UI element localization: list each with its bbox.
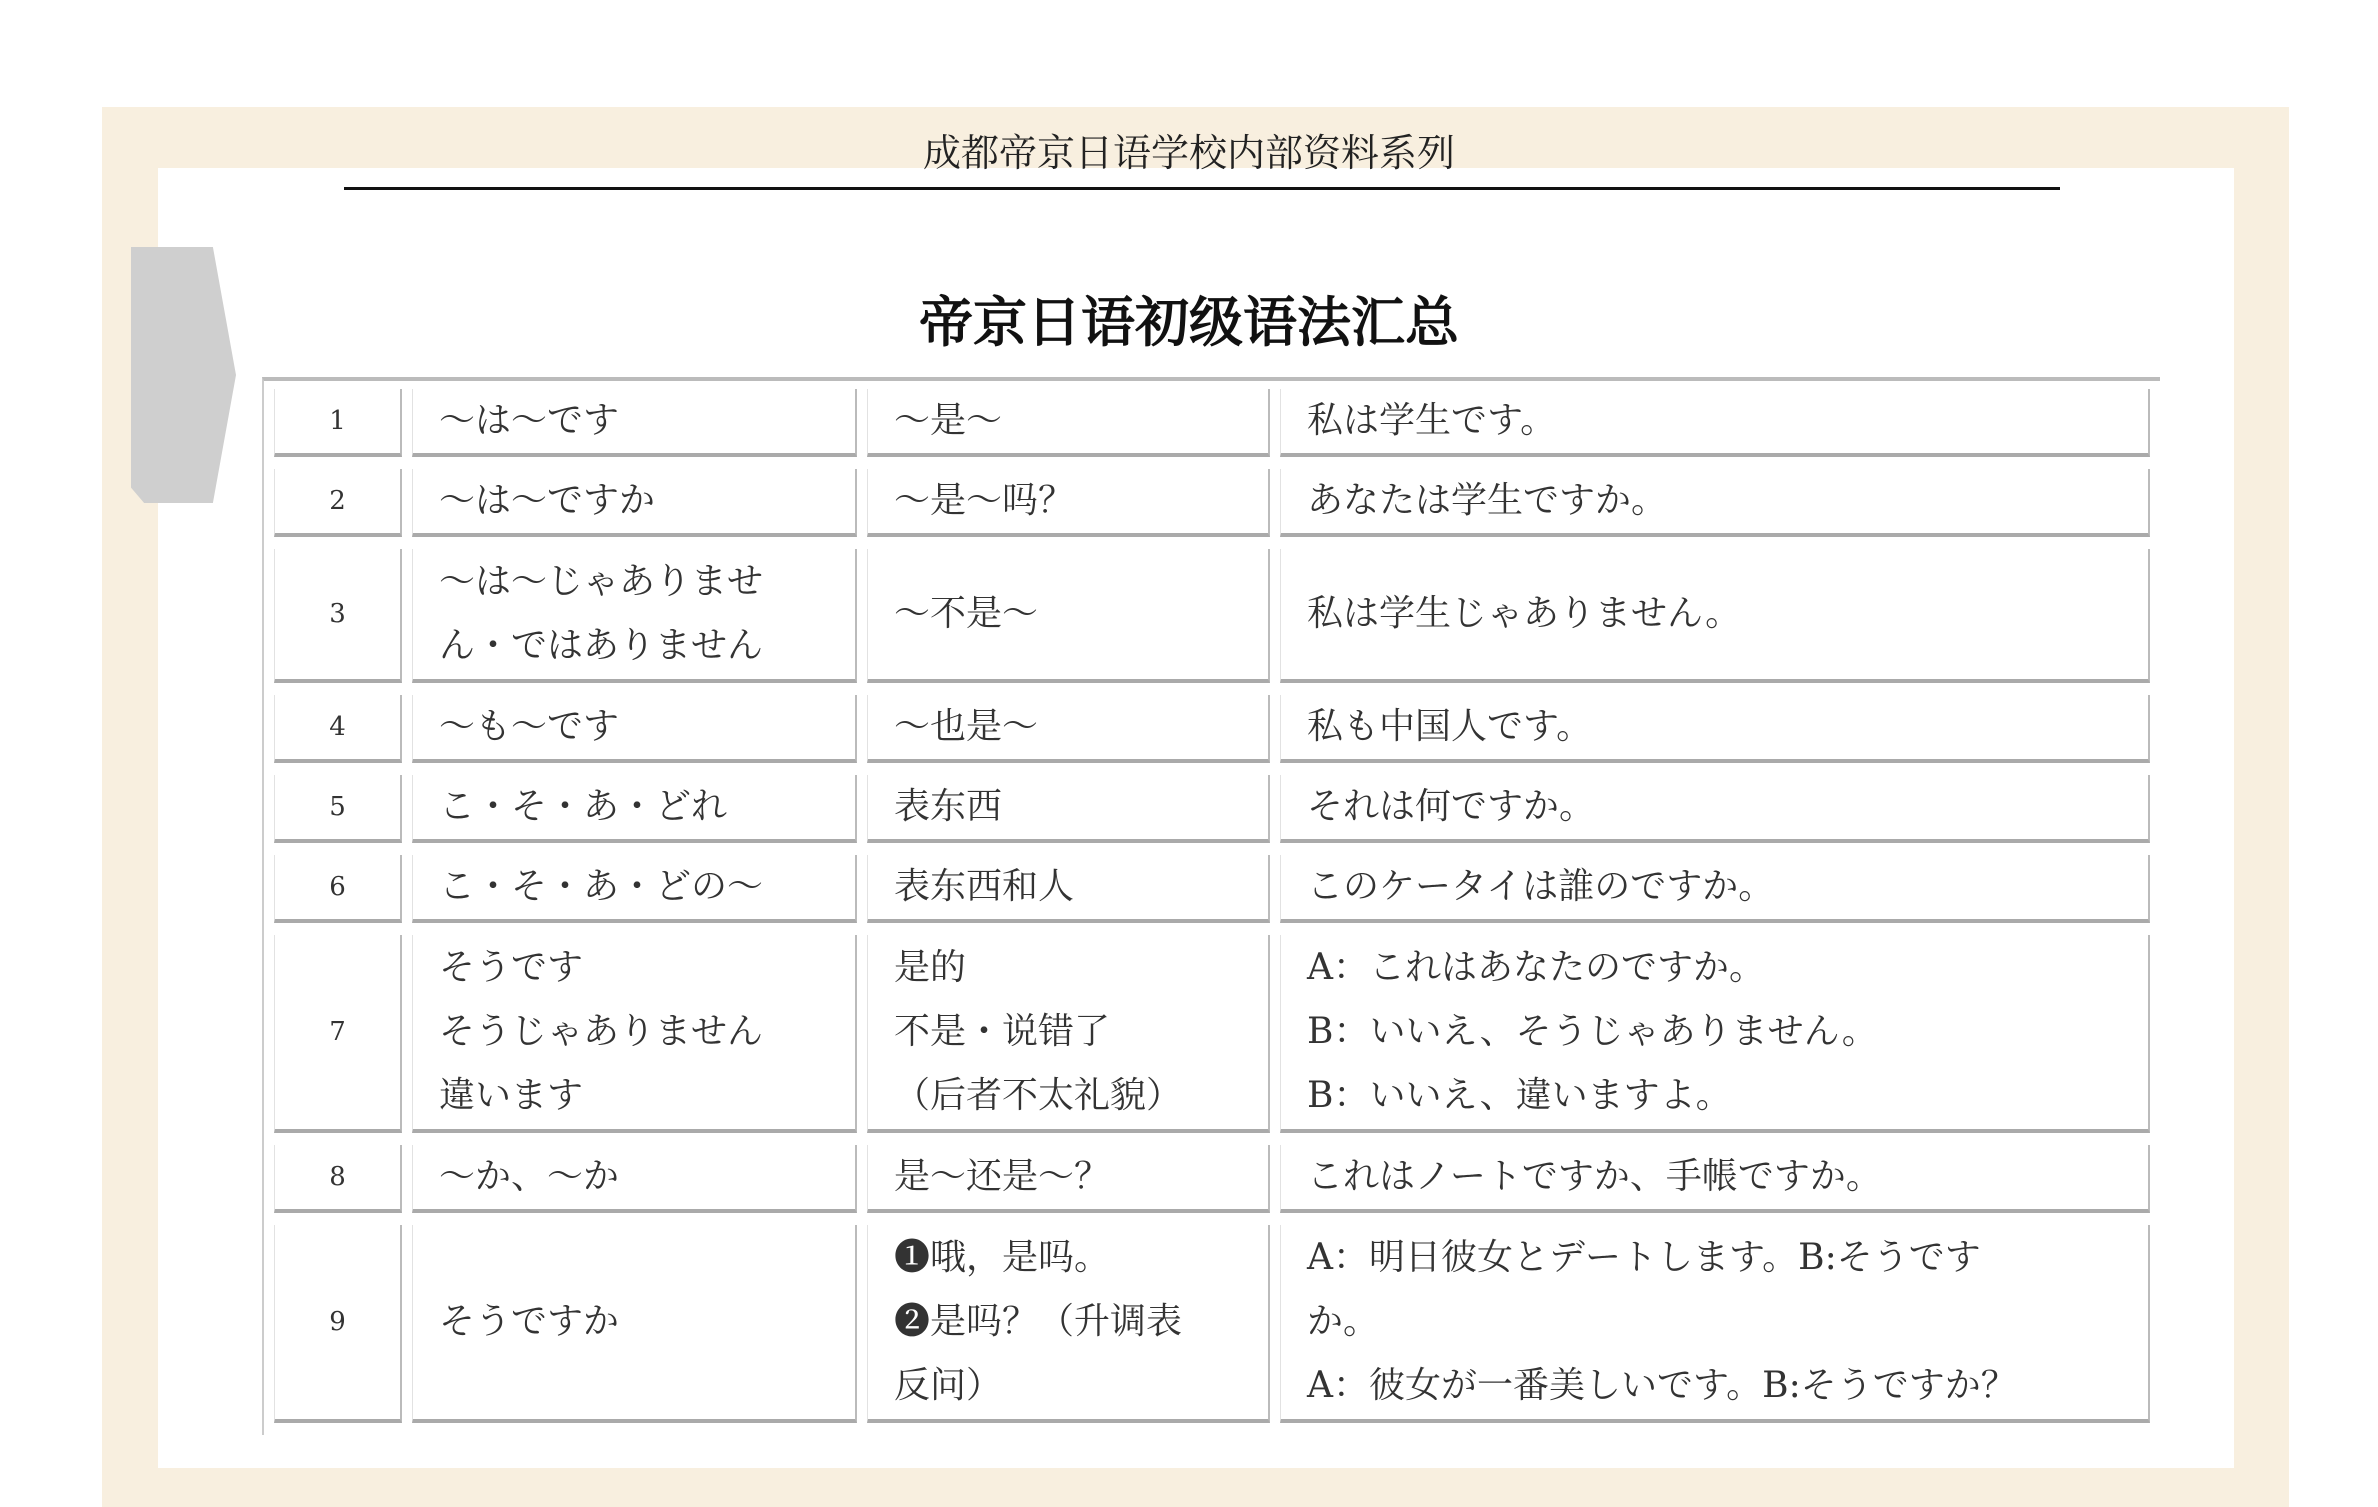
example-line: A：彼女が一番美しいです。B:そうですか？: [1307, 1365, 2017, 1406]
row-number: 7: [274, 935, 402, 1133]
pattern-cell: [412, 389, 857, 457]
example-cell: [1280, 695, 2150, 763]
row-number: 6: [274, 855, 402, 923]
example-line: B：いいえ、そうじゃありません。: [1307, 1011, 1878, 1052]
row-number: 9: [274, 1225, 402, 1423]
pattern-line: そうですか: [439, 1301, 620, 1342]
example-line: 私も中国人です。: [1307, 706, 1593, 747]
example-line: あなたは学生ですか。: [1307, 480, 1668, 521]
example-cell: [1280, 1145, 2150, 1213]
example-cell: [1280, 775, 2150, 843]
pattern-line: 違います: [439, 1075, 584, 1116]
pattern-cell: [412, 549, 857, 683]
document-header: 成都帝京日语学校内部资料系列: [922, 131, 1455, 175]
meaning-cell: [867, 1225, 1270, 1423]
meaning-cell: [867, 389, 1270, 457]
example-cell: [1280, 855, 2150, 923]
example-cell: [1280, 389, 2150, 457]
pattern-line: こ・そ・あ・どの～: [439, 866, 764, 907]
meaning-line: 反问）: [894, 1365, 1003, 1406]
table-row: [274, 549, 2150, 683]
row-number: 3: [274, 549, 402, 683]
example-line: これはノートですか、手帳ですか。: [1307, 1156, 1882, 1197]
table-row: [274, 1145, 2150, 1213]
pattern-line: こ・そ・あ・どれ: [439, 786, 728, 827]
pattern-line: ～か、～か: [439, 1156, 620, 1197]
meaning-cell: [867, 775, 1270, 843]
table-row: [274, 469, 2150, 537]
meaning-line: 不是・说错了: [894, 1011, 1111, 1052]
example-line: それは何ですか。: [1307, 786, 1596, 827]
pattern-cell: [412, 695, 857, 763]
meaning-line: 表东西和人: [894, 866, 1075, 907]
pattern-line: ～は～です: [439, 400, 620, 441]
meaning-line: 表东西: [894, 786, 1003, 827]
row-number: 5: [274, 775, 402, 843]
meaning-cell: [867, 1145, 1270, 1213]
table-row: [274, 935, 2150, 1133]
example-line: A：明日彼女とデートします。B:そうです: [1307, 1237, 1981, 1278]
grammar-table: [262, 377, 2160, 1435]
meaning-cell: [867, 469, 1270, 537]
meaning-line: 是～还是～？: [894, 1156, 1111, 1197]
pattern-line: ～は～じゃありませ: [439, 561, 764, 602]
table-row: [274, 1225, 2150, 1423]
meaning-cell: [867, 855, 1270, 923]
pattern-cell: [412, 1225, 857, 1423]
meaning-line: 是的: [894, 947, 967, 988]
pattern-cell: [412, 855, 857, 923]
pattern-line: そうじゃありません: [439, 1011, 764, 1052]
row-number: 4: [274, 695, 402, 763]
pattern-cell: [412, 469, 857, 537]
example-cell: [1280, 469, 2150, 537]
example-cell: [1280, 935, 2150, 1133]
meaning-line: ～是～: [894, 400, 1003, 441]
pattern-cell: [412, 775, 857, 843]
meaning-line: ～也是～: [894, 706, 1039, 747]
meaning-line: ～是～吗？: [894, 480, 1075, 521]
example-cell: [1280, 1225, 2150, 1423]
meaning-line: ～不是～: [894, 593, 1039, 634]
pattern-line: ん・ではありません: [439, 625, 764, 666]
example-line: B：いいえ、違いますよ。: [1307, 1075, 1732, 1116]
table-row: [274, 695, 2150, 763]
row-number: 2: [274, 469, 402, 537]
pattern-line: ～も～です: [439, 706, 620, 747]
example-line: 私は学生じゃありません。: [1307, 593, 1742, 634]
meaning-line: （后者不太礼貌）: [894, 1075, 1183, 1116]
meaning-cell: [867, 935, 1270, 1133]
table-row: [274, 855, 2150, 923]
pattern-cell: [412, 1145, 857, 1213]
table-row: [274, 389, 2150, 457]
meaning-cell: [867, 549, 1270, 683]
header-rule: [344, 187, 2060, 190]
meaning-line: ❶哦，是吗。: [894, 1237, 1111, 1278]
meaning-line: ❷是吗？（升调表: [894, 1301, 1183, 1342]
example-line: か。: [1307, 1301, 1380, 1342]
pattern-line: そうです: [439, 947, 584, 988]
meaning-cell: [867, 695, 1270, 763]
example-line: 私は学生です。: [1307, 400, 1557, 441]
page-title: 帝京日语初级语法汇总: [919, 291, 1459, 354]
row-number: 1: [274, 389, 402, 457]
example-line: このケータイは誰のですか。: [1307, 866, 1775, 907]
example-line: A：これはあなたのですか。: [1307, 947, 1765, 988]
row-number: 8: [274, 1145, 402, 1213]
pattern-line: ～は～ですか: [439, 480, 656, 521]
example-cell: [1280, 549, 2150, 683]
pattern-cell: [412, 935, 857, 1133]
table-row: [274, 775, 2150, 843]
